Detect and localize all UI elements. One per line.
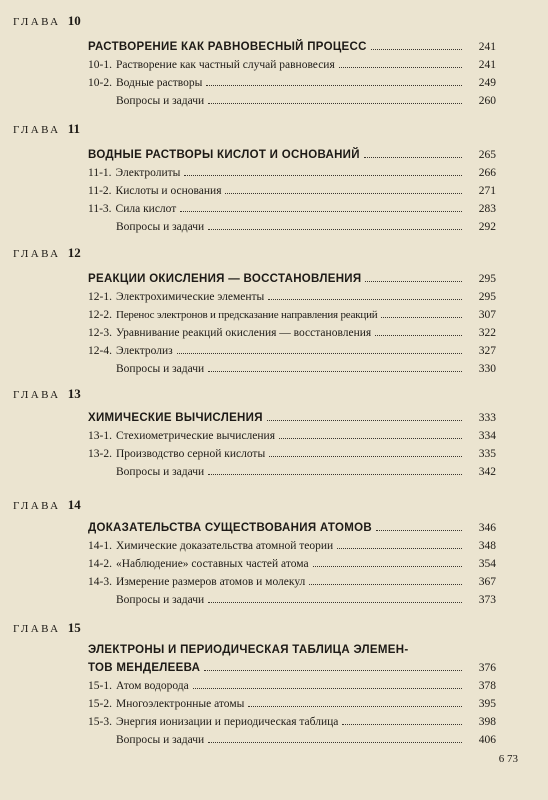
- section-title: «Наблюдение» составных частей атома: [115, 558, 309, 570]
- leader-dots: [204, 660, 462, 671]
- page-number: 406: [478, 734, 496, 746]
- page-number: 307: [478, 309, 496, 321]
- chapter-number: 14: [67, 497, 81, 512]
- chapter-heading: ХИМИЧЕСКИЕ ВЫЧИСЛЕНИЯ: [88, 412, 263, 424]
- page-number: 335: [478, 448, 496, 460]
- leader-dots: [193, 678, 462, 689]
- page-number: 260: [478, 95, 496, 107]
- chapter-heading-line: ЭЛЕКТРОНЫ И ПЕРИОДИЧЕСКАЯ ТАБЛИЦА ЭЛЕМЕН-: [88, 644, 409, 656]
- page-number: 354: [478, 558, 496, 570]
- leader-dots: [309, 574, 462, 585]
- section-number: 12-3.: [88, 327, 112, 339]
- section-title: Атом водорода: [115, 680, 189, 692]
- leader-dots: [371, 39, 462, 50]
- chapter-number: 12: [67, 245, 81, 260]
- section-number: 11-2.: [88, 185, 112, 197]
- page-number: 295: [478, 273, 496, 285]
- page-number: 378: [478, 680, 496, 692]
- section-row[interactable]: [88, 445, 496, 463]
- chapter-heading: РЕАКЦИИ ОКИСЛЕНИЯ — ВОССТАНОВЛЕНИЯ: [88, 273, 362, 285]
- leader-dots: [208, 592, 462, 603]
- page-number: 398: [478, 716, 496, 728]
- leader-dots: [180, 201, 462, 212]
- section-row[interactable]: [88, 342, 496, 360]
- section-row[interactable]: [88, 427, 496, 445]
- chapter-heading: РАСТВОРЕНИЕ КАК РАВНОВЕСНЫЙ ПРОЦЕСС: [88, 41, 367, 53]
- chapter-word: ГЛАВА: [13, 16, 61, 28]
- page-number: 395: [478, 698, 496, 710]
- leader-dots: [313, 556, 462, 567]
- chapter-heading-row[interactable]: [88, 270, 496, 288]
- questions-row[interactable]: [88, 92, 496, 110]
- leader-dots: [184, 165, 462, 176]
- questions-title: Вопросы и задачи: [116, 466, 205, 478]
- leader-dots: [208, 361, 462, 372]
- page-number: 241: [478, 59, 496, 71]
- section-row[interactable]: [88, 573, 496, 591]
- chapter-heading: ТОВ МЕНДЕЛЕЕВА: [88, 662, 201, 674]
- chapter-label: [13, 498, 81, 513]
- chapter-word: ГЛАВА: [13, 248, 61, 260]
- leader-dots: [208, 93, 462, 104]
- leader-dots: [381, 307, 462, 318]
- section-number: 13-1.: [88, 430, 112, 442]
- chapter-word: ГЛАВА: [13, 124, 61, 136]
- chapter-heading-row[interactable]: [88, 519, 496, 537]
- chapter-heading-row[interactable]: [88, 146, 496, 164]
- chapter-heading-row[interactable]: [88, 409, 496, 427]
- chapter-label: [13, 122, 80, 137]
- section-row[interactable]: [88, 677, 496, 695]
- section-number: 10-1.: [88, 59, 112, 71]
- page-number: 265: [478, 149, 496, 161]
- page-number: 283: [478, 203, 496, 215]
- section-title: Электрохимические элементы: [115, 291, 265, 303]
- leader-dots: [365, 271, 462, 282]
- section-number: 15-1.: [88, 680, 112, 692]
- section-number: 12-2.: [88, 309, 112, 321]
- page-number: 266: [478, 167, 496, 179]
- questions-title: Вопросы и задачи: [116, 363, 205, 375]
- chapter-label: [13, 246, 81, 261]
- chapter-heading-row[interactable]: [88, 659, 496, 677]
- leader-dots: [268, 289, 462, 300]
- section-row[interactable]: [88, 56, 496, 74]
- page-number: 334: [478, 430, 496, 442]
- page-number: 330: [478, 363, 496, 375]
- section-number: 14-1.: [88, 540, 112, 552]
- section-number: 10-2.: [88, 77, 112, 89]
- page-number: 333: [478, 412, 496, 424]
- leader-dots: [375, 325, 462, 336]
- chapter-label: [13, 387, 81, 402]
- chapter-word: ГЛАВА: [13, 500, 61, 512]
- chapter-heading: ВОДНЫЕ РАСТВОРЫ КИСЛОТ И ОСНОВАНИЙ: [88, 149, 360, 161]
- questions-row[interactable]: [88, 731, 496, 749]
- section-title: Кислоты и основания: [115, 185, 222, 197]
- page-number: 241: [478, 41, 496, 53]
- leader-dots: [364, 147, 462, 158]
- page-number: 367: [478, 576, 496, 588]
- section-title: Водные растворы: [115, 77, 203, 89]
- section-number: 13-2.: [88, 448, 112, 460]
- chapter-label: [13, 14, 81, 29]
- questions-title: Вопросы и задачи: [116, 594, 205, 606]
- chapter-entries: [88, 641, 496, 749]
- section-number: 11-3.: [88, 203, 112, 215]
- section-title: Перенос электронов и предсказание направления реакций: [115, 309, 378, 321]
- chapter-entries: [88, 270, 496, 378]
- chapter-label: [13, 621, 81, 636]
- chapter-word: ГЛАВА: [13, 389, 61, 401]
- page-number: 322: [478, 327, 496, 339]
- page-number: 348: [478, 540, 496, 552]
- questions-row[interactable]: [88, 463, 496, 481]
- page-footer-number: 6 73: [498, 753, 518, 765]
- section-number: 15-3.: [88, 716, 112, 728]
- chapter-entries: [88, 409, 496, 481]
- leader-dots: [177, 343, 462, 354]
- chapter-entries: [88, 146, 496, 236]
- questions-title: Вопросы и задачи: [116, 95, 205, 107]
- chapter-number: 15: [67, 620, 81, 635]
- leader-dots: [248, 696, 462, 707]
- leader-dots: [267, 410, 462, 421]
- leader-dots: [208, 464, 462, 475]
- questions-row[interactable]: [88, 218, 496, 236]
- chapter-entries: [88, 519, 496, 609]
- page-number: 376: [478, 662, 496, 674]
- questions-title: Вопросы и задачи: [116, 734, 205, 746]
- section-title: Производство серной кислоты: [115, 448, 266, 460]
- leader-dots: [225, 183, 462, 194]
- chapter-number: 11: [67, 121, 80, 136]
- section-number: 11-1.: [88, 167, 112, 179]
- page-number: 327: [478, 345, 496, 357]
- page-number: 346: [478, 522, 496, 534]
- leader-dots: [279, 428, 462, 439]
- section-row[interactable]: [88, 695, 496, 713]
- leader-dots: [337, 538, 462, 549]
- section-title: Стехиометрические вычисления: [115, 430, 275, 442]
- section-title: Химические доказательства атомной теории: [115, 540, 334, 552]
- leader-dots: [342, 714, 462, 725]
- page-number: 292: [478, 221, 496, 233]
- section-row[interactable]: [88, 74, 496, 92]
- section-title: Сила кислот: [115, 203, 177, 215]
- page-number: 295: [478, 291, 496, 303]
- questions-row[interactable]: [88, 360, 496, 378]
- section-title: Измерение размеров атомов и молекул: [115, 576, 306, 588]
- section-row[interactable]: [88, 288, 496, 306]
- page-number: 249: [478, 77, 496, 89]
- leader-dots: [339, 57, 462, 68]
- leader-dots: [269, 446, 462, 457]
- section-row[interactable]: [88, 537, 496, 555]
- chapter-heading: ДОКАЗАТЕЛЬСТВА СУЩЕСТВОВАНИЯ АТОМОВ: [88, 522, 372, 534]
- section-title: Многоэлектронные атомы: [115, 698, 245, 710]
- section-row[interactable]: [88, 200, 496, 218]
- section-number: 12-4.: [88, 345, 112, 357]
- questions-row[interactable]: [88, 591, 496, 609]
- leader-dots: [208, 732, 462, 743]
- section-title: Электролиз: [115, 345, 173, 357]
- section-row[interactable]: [88, 555, 496, 573]
- chapter-entries: [88, 38, 496, 110]
- chapter-word: ГЛАВА: [13, 623, 61, 635]
- chapter-number: 13: [67, 386, 81, 401]
- chapter-number: 10: [67, 13, 81, 28]
- leader-dots: [206, 75, 462, 86]
- section-number: 12-1.: [88, 291, 112, 303]
- section-title: Энергия ионизации и периодическая таблица: [115, 716, 339, 728]
- section-number: 14-2.: [88, 558, 112, 570]
- section-number: 15-2.: [88, 698, 112, 710]
- leader-dots: [376, 520, 462, 531]
- section-title: Растворение как частный случай равновесия: [115, 59, 335, 71]
- page-number: 271: [478, 185, 496, 197]
- section-title: Электролиты: [115, 167, 181, 179]
- section-number: 14-3.: [88, 576, 112, 588]
- section-row[interactable]: [88, 182, 496, 200]
- page-number: 342: [478, 466, 496, 478]
- leader-dots: [208, 219, 462, 230]
- section-title: Уравнивание реакций окисления — восстановления: [115, 327, 372, 339]
- page-number: 373: [478, 594, 496, 606]
- chapter-heading-row[interactable]: [88, 38, 496, 56]
- questions-title: Вопросы и задачи: [116, 221, 205, 233]
- section-row[interactable]: [88, 164, 496, 182]
- section-row[interactable]: [88, 713, 496, 731]
- section-row[interactable]: [88, 306, 496, 324]
- section-row[interactable]: [88, 324, 496, 342]
